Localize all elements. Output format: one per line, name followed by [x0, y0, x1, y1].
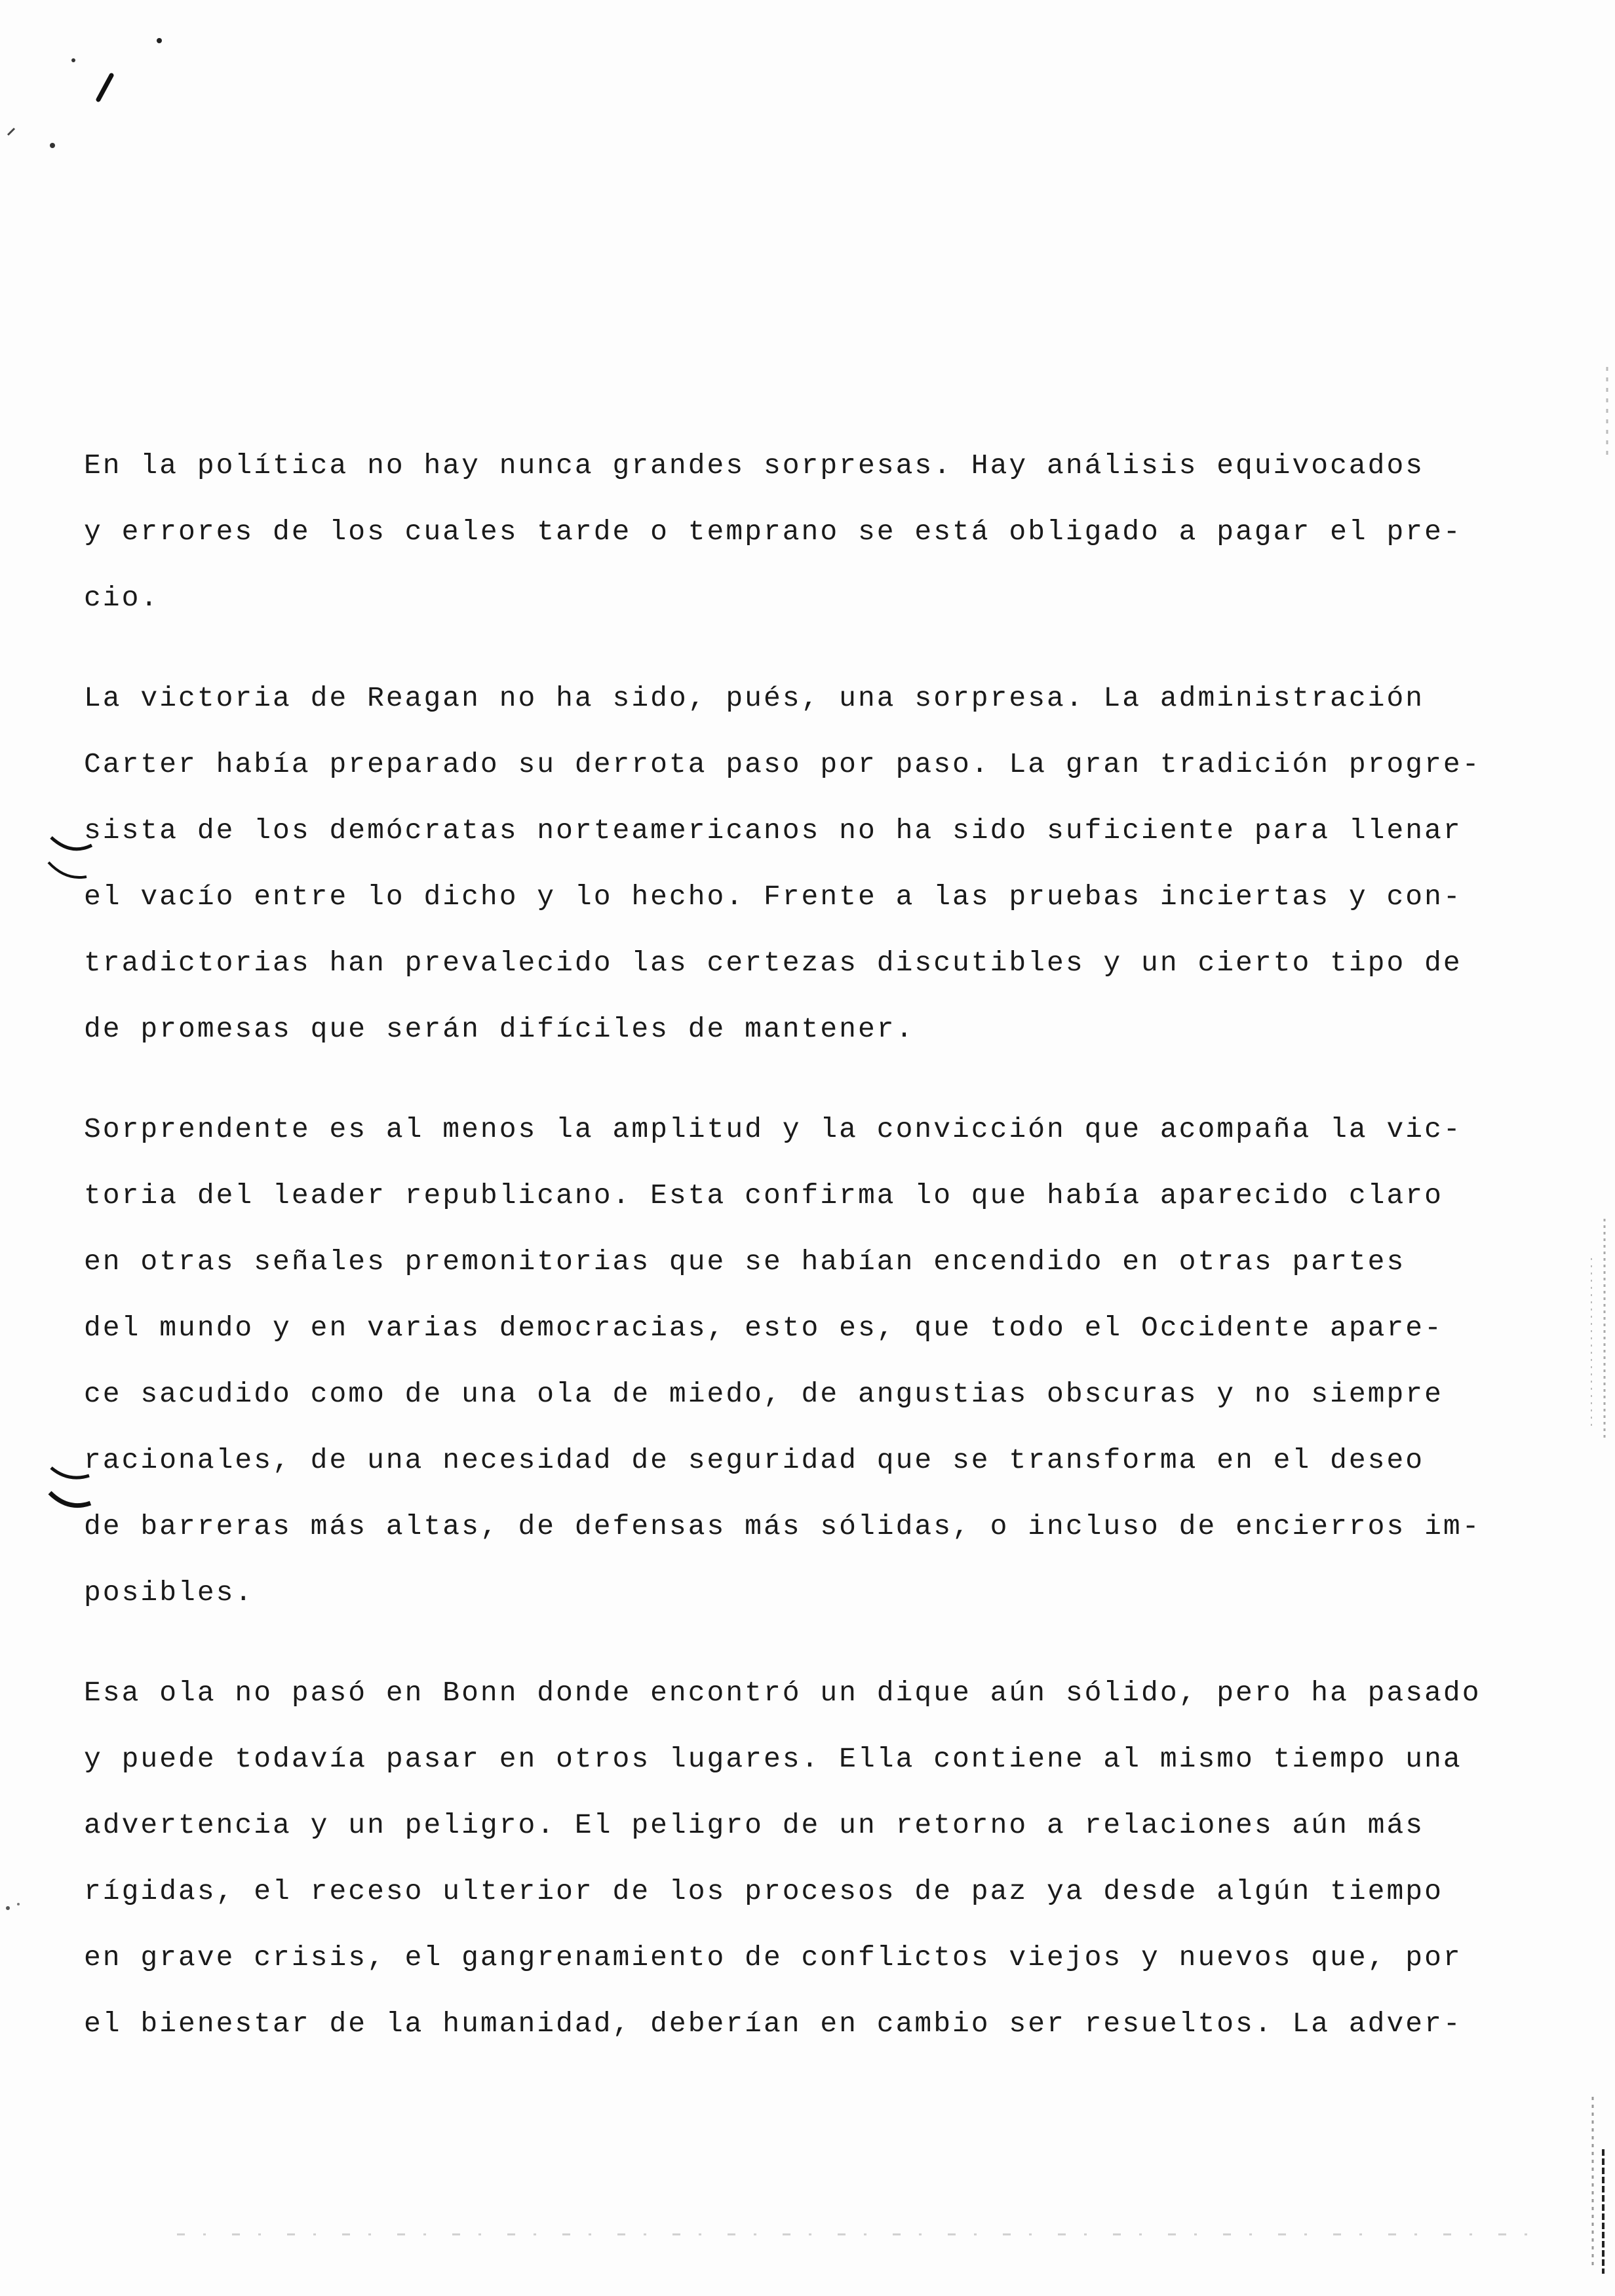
text-line: cio. — [84, 582, 160, 614]
text-line: tradictorias han prevalecido las certezas discutibles y un cierto tipo de — [84, 947, 1462, 979]
ink-dot — [71, 58, 75, 62]
text-line: sista de los demócratas norteamericanos no ha sido suficiente para llenar — [84, 814, 1462, 847]
text-line: Sorprendente es al menos la amplitud y la convicción que acompaña la vic- — [84, 1113, 1462, 1145]
paragraph-2 — [84, 665, 1559, 1062]
text-line: ce sacudido como de una ola de miedo, de angustias obscuras y no siempre — [84, 1378, 1443, 1410]
text-line: y errores de los cuales tarde o temprano se está obligado a pagar el pre- — [84, 516, 1462, 548]
text-line: posibles. — [84, 1577, 254, 1609]
paragraph-1 — [84, 432, 1559, 631]
ink-dot — [157, 38, 162, 43]
text-line: Carter había preparado su derrota paso por paso. La gran tradición progre- — [84, 748, 1481, 780]
paragraph-4 — [84, 1660, 1559, 2057]
text-line: advertencia y un peligro. El peligro de un retorno a relaciones aún más — [84, 1809, 1425, 1841]
ink-dot — [50, 143, 55, 148]
text-line: toria del leader republicano. Esta confirma lo que había aparecido claro — [84, 1179, 1443, 1212]
ink-dot — [17, 1903, 20, 1905]
text-line: en grave crisis, el gangrenamiento de conflictos viejos y nuevos que, por — [84, 1942, 1462, 1974]
text-line: del mundo y en varias democracias, esto es, que todo el Occidente apare- — [84, 1312, 1443, 1344]
text-line: En la política no hay nunca grandes sorpresas. Hay análisis equivocados — [84, 450, 1425, 482]
text-line: La victoria de Reagan no ha sido, pués, una sorpresa. La administración — [84, 682, 1425, 714]
text-line: en otras señales premonitorias que se habían encendido en otras partes — [84, 1246, 1406, 1278]
text-line: de promesas que serán difíciles de mantener. — [84, 1013, 915, 1045]
text-line: Esa ola no pasó en Bonn donde encontró un dique aún sólido, pero ha pasado — [84, 1677, 1481, 1709]
text-line: de barreras más altas, de defensas más sólidas, o incluso de encierros im- — [84, 1510, 1481, 1542]
paragraph-3 — [84, 1096, 1559, 1626]
text-line: rígidas, el receso ulterior de los procesos de paz ya desde algún tiempo — [84, 1875, 1443, 1907]
text-line: el bienestar de la humanidad, deberían en cambio ser resueltos. La adver- — [84, 2008, 1462, 2040]
text-line: racionales, de una necesidad de seguridad que se transforma en el deseo — [84, 1444, 1425, 1476]
ink-dot — [6, 1906, 10, 1910]
margin-bracket-mark — [49, 862, 87, 877]
text-line: y puede todavía pasar en otros lugares. Ella contiene al mismo tiempo una — [84, 1743, 1462, 1775]
document-body — [84, 432, 1559, 2057]
ink-stroke — [8, 128, 14, 135]
text-line: el vacío entre lo dicho y lo hecho. Frente a las pruebas inciertas y con- — [84, 881, 1462, 913]
ink-stroke — [98, 75, 111, 100]
